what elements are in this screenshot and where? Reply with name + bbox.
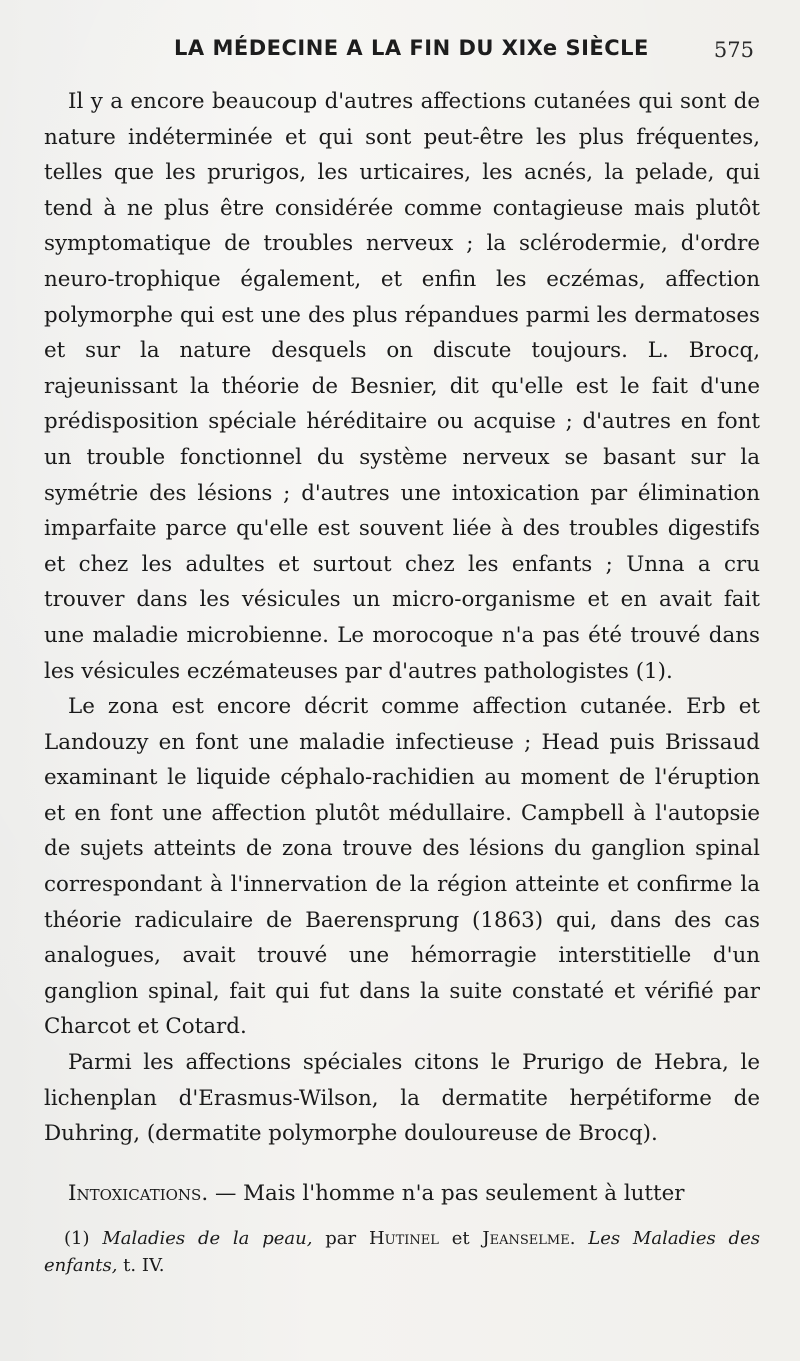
paragraph-eczemas: Il y a encore beaucoup d'autres affections cutanées qui sont de nature indéterminée et qui sont peut-être les plus fréquentes, telles que les prurigos, les urticaires, les acnés, la pelade, qui tend à ne plus être considérée comme contagieuse mais plutôt symptomatique de troubles nerveux ; la sclérodermie, d'ordre neuro-trophique également, et enfin les eczémas, affection polymorphe qui est une des plus répandues parmi les dermatoses et sur la nature desquels on discute toujours. L. Brocq, rajeunissant la théorie de Besnier, dit qu'elle est le fait d'une prédisposition spéciale héréditaire ou acquise ; d'autres en font un trouble fonctionnel du système nerveux se basant sur la symétrie des lésions ; d'autres une intoxication par élimination imparfaite parce qu'elle est souvent liée à des troubles digestifs et chez les adultes et surtout chez les enfants ; Unna a cru trouver dans les vésicules un micro-organisme et en avait fait une maladie microbienne. Le morocoque n'a pas été trouvé dans les vésicules eczémateuses par d'autres pathologistes (1).	[44, 89, 760, 684]
footnote	[44, 1225, 760, 1279]
footnote-volume: t. IV.	[117, 1255, 165, 1277]
body-text	[44, 84, 760, 1211]
paragraph-zona: Le zona est encore décrit comme affection cutanée. Erb et Landouzy en font une maladie infectieuse ; Head puis Brissaud examinant le liquide céphalo-rachidien au moment de l'éruption et en font une affection plutôt médullaire. Campbell à l'autopsie de sujets atteints de zona trouve des lésions du ganglion spinal correspondant à l'innervation de la région atteinte et confirme la théorie radiculaire de Baerensprung (1863) qui, dans des cas analogues, avait trouvé une hémorragie interstitielle d'un ganglion spinal, fait qui fut dans la suite constaté et vérifié par Charcot et Cotard.	[44, 694, 760, 1040]
footnote-author-2: Jeanselme.	[482, 1228, 576, 1250]
section-gap	[44, 1152, 760, 1176]
footnote-by: par	[312, 1228, 369, 1250]
footnote-marker: (1)	[64, 1228, 90, 1250]
paragraph-intoxications-text: — Mais l'homme n'a pas seulement à lutter	[208, 1180, 685, 1206]
page-number: 575	[713, 38, 754, 62]
section-heading-intoxications: Intoxications.	[68, 1180, 209, 1206]
footnote-and: et	[438, 1228, 483, 1250]
page-header	[44, 36, 760, 70]
running-head: LA MÉDECINE A LA FIN DU XIXe SIÈCLE	[174, 36, 649, 60]
paragraph-intoxications	[44, 1176, 760, 1212]
paragraph-affections-speciales: Parmi les affections spéciales citons le Prurigo de Hebra, le lichenplan d'Erasmus-Wilson, la dermatite herpétiforme de Duhring, (dermatite polymorphe douloureuse de Brocq).	[44, 1050, 760, 1147]
footnote-title-2: Les Maladies des enfants,	[44, 1228, 760, 1277]
footnote-title: Maladies de la peau,	[102, 1228, 313, 1250]
footnote-author-1: Hutinel	[368, 1228, 439, 1250]
